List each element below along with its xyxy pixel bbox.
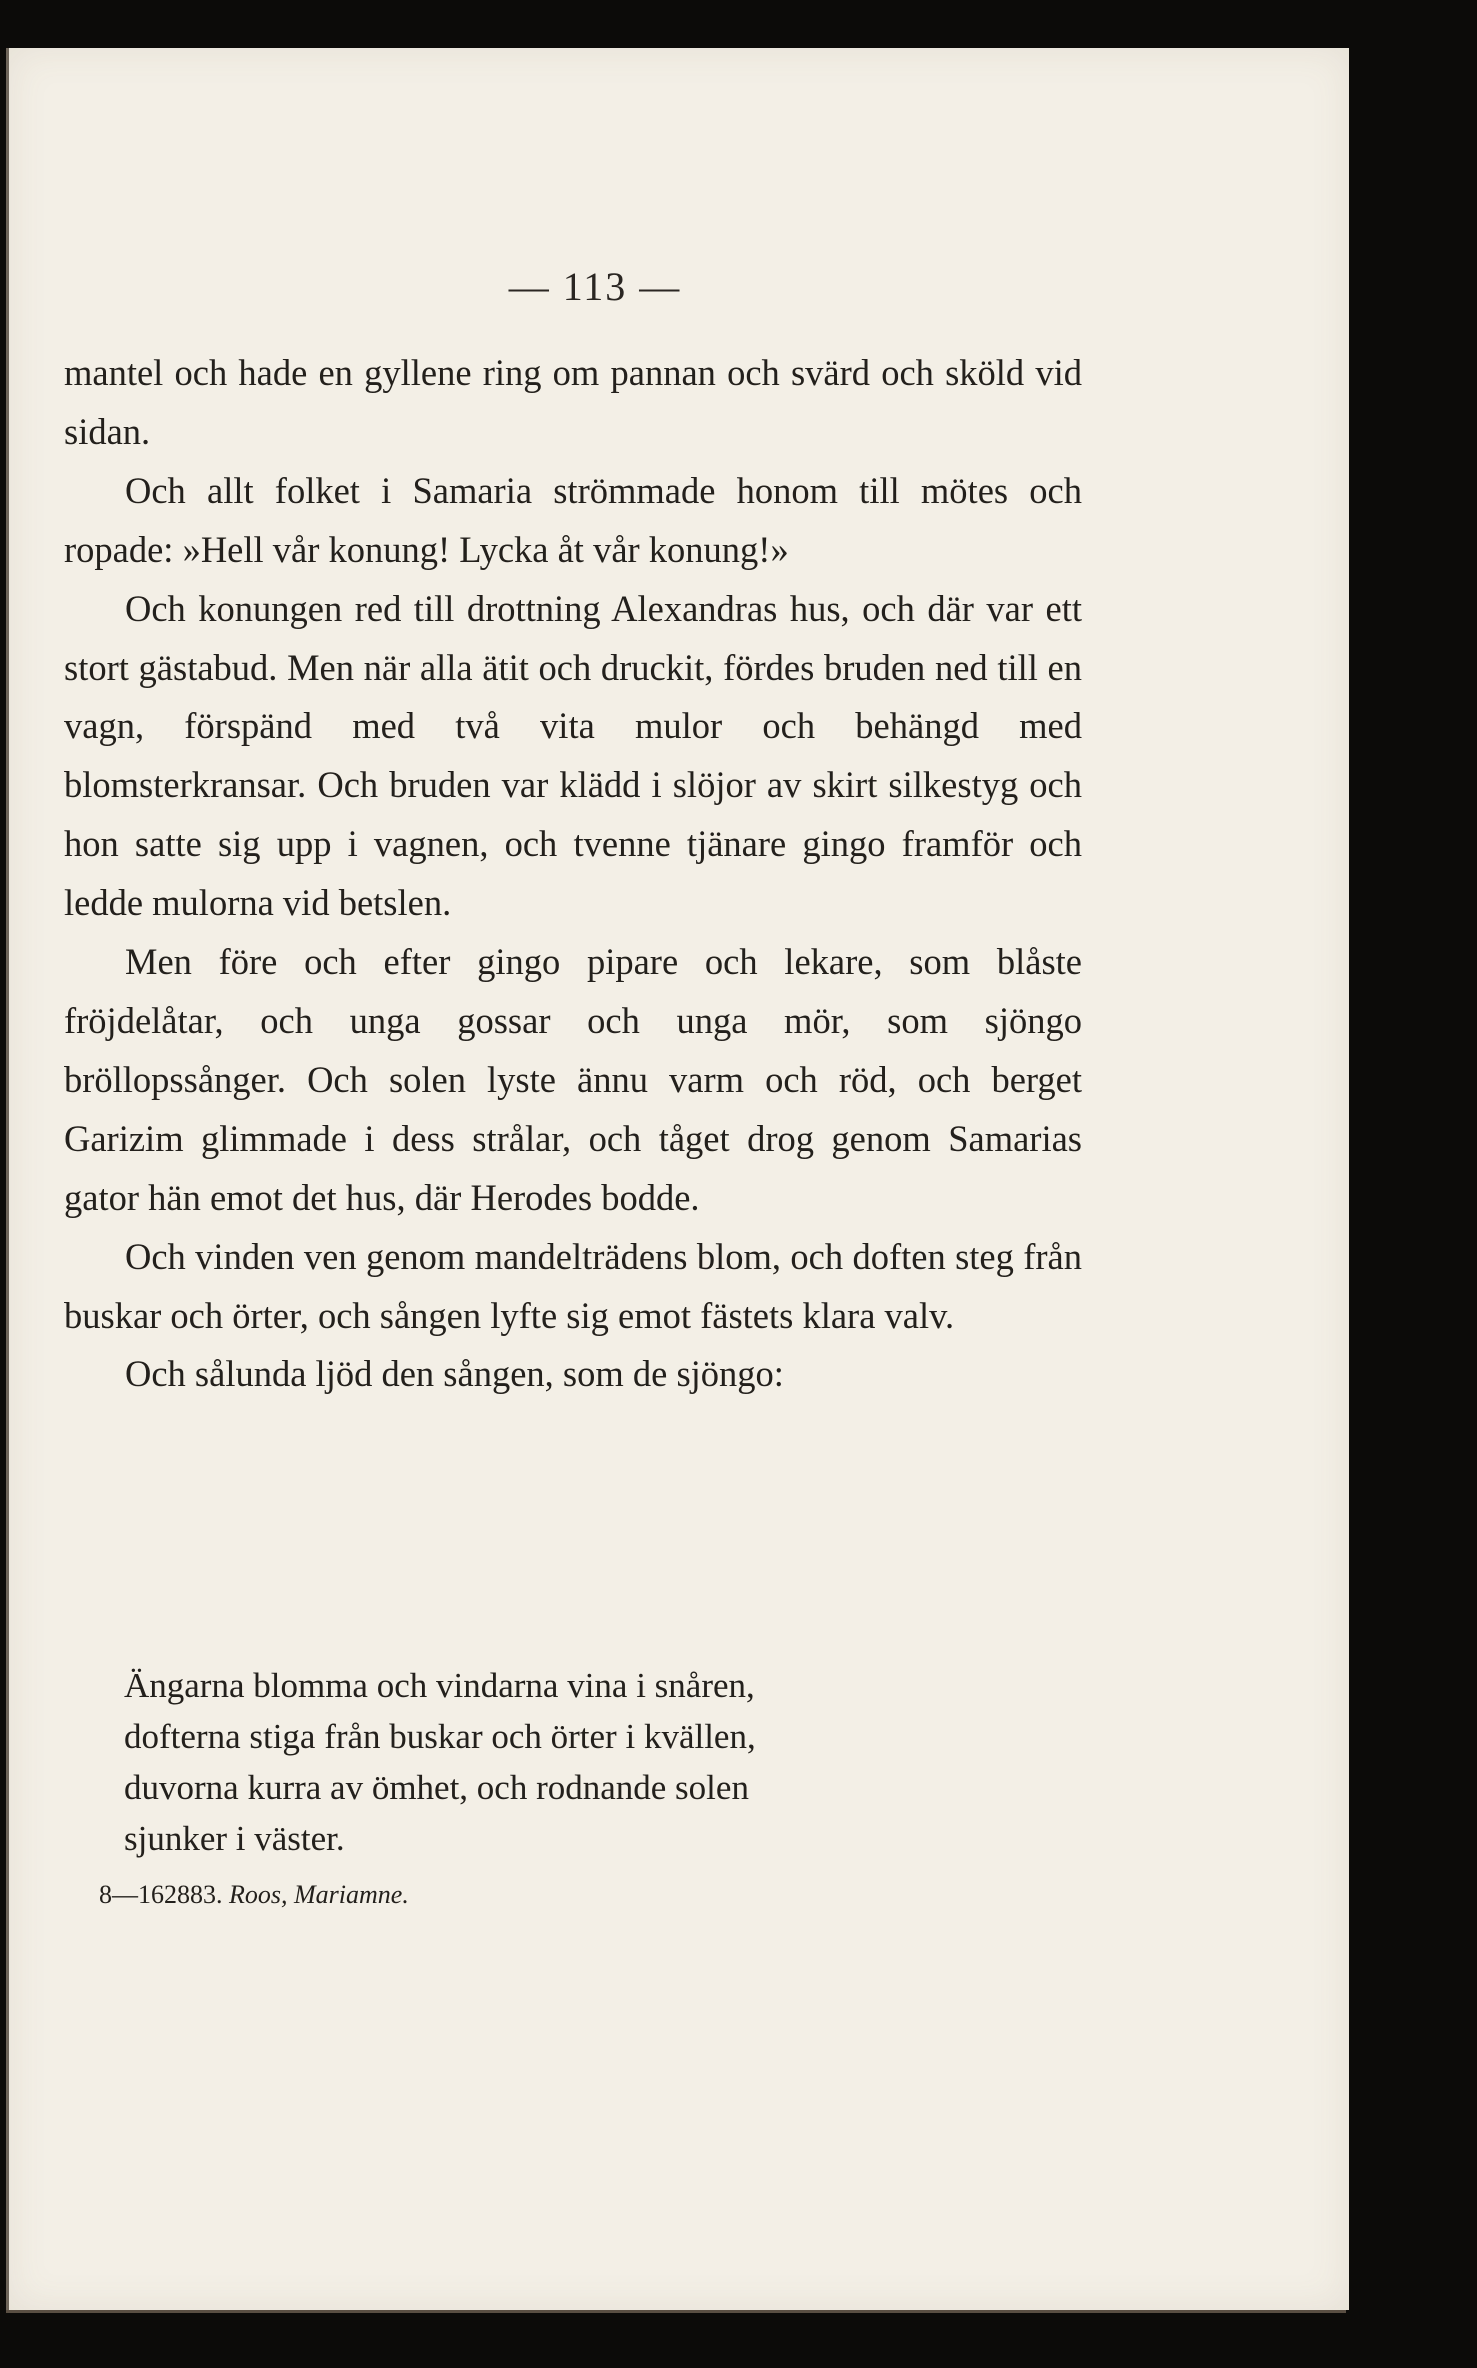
verse-line: sjunker i väster. — [124, 1819, 345, 1858]
verse-line: duvorna kurra av ömhet, och rodnande solen — [124, 1768, 749, 1807]
paragraph: Och allt folket i Samaria strömmade honom till mötes och ropade: »Hell vår konung! Lycka åt vår konung!» — [64, 469, 1082, 570]
paragraph: mantel och hade en gyllene ring om pannan och svärd och sköld vid sidan. — [64, 352, 1082, 452]
verse-block — [124, 1660, 1074, 1864]
page-number: — 113 — — [508, 264, 682, 309]
signature-author-title: Roos, Mariamne. — [229, 1880, 409, 1909]
paragraph: Och vinden ven genom mandelträdens blom, och doften steg från buskar och örter, och sången lyfte sig emot fästets klara valv. — [64, 1235, 1082, 1336]
paragraph: Och sålunda ljöd den sången, som de sjöngo: — [125, 1353, 784, 1395]
body-text — [64, 344, 1082, 1404]
verse-line: dofterna stiga från buskar och örter i kvällen, — [124, 1717, 756, 1756]
printer-signature — [99, 1880, 409, 1910]
paragraph: Men före och efter gingo pipare och lekare, som blåste fröjdelåtar, och unga gossar och unga mör, som sjöngo bröllopssånger. Och solen lyste ännu varm och röd, och berget Garizim glimmade i dess strålar, och tåget drog genom Samarias gator hän emot det hus, där Herodes bodde. — [64, 941, 1082, 1218]
page-bottom-edge — [6, 2310, 1346, 2313]
verse-line: Ängarna blomma och vindarna vina i snåren, — [124, 1666, 755, 1705]
book-page — [6, 48, 1349, 2310]
paragraph: Och konungen red till drottning Alexandras hus, och där var ett stort gästabud. Men när alla ätit och druckit, fördes bruden ned till en vagn, förspänd med två vita mulor och behängd med blomsterkransar. Och bruden var klädd i slöjor av skirt silkestyg och hon satte sig upp i vagnen, och tvenne tjänare gingo framför och ledde mulorna vid betslen. — [64, 587, 1082, 924]
signature-sheet: 8—162883. — [99, 1880, 223, 1909]
